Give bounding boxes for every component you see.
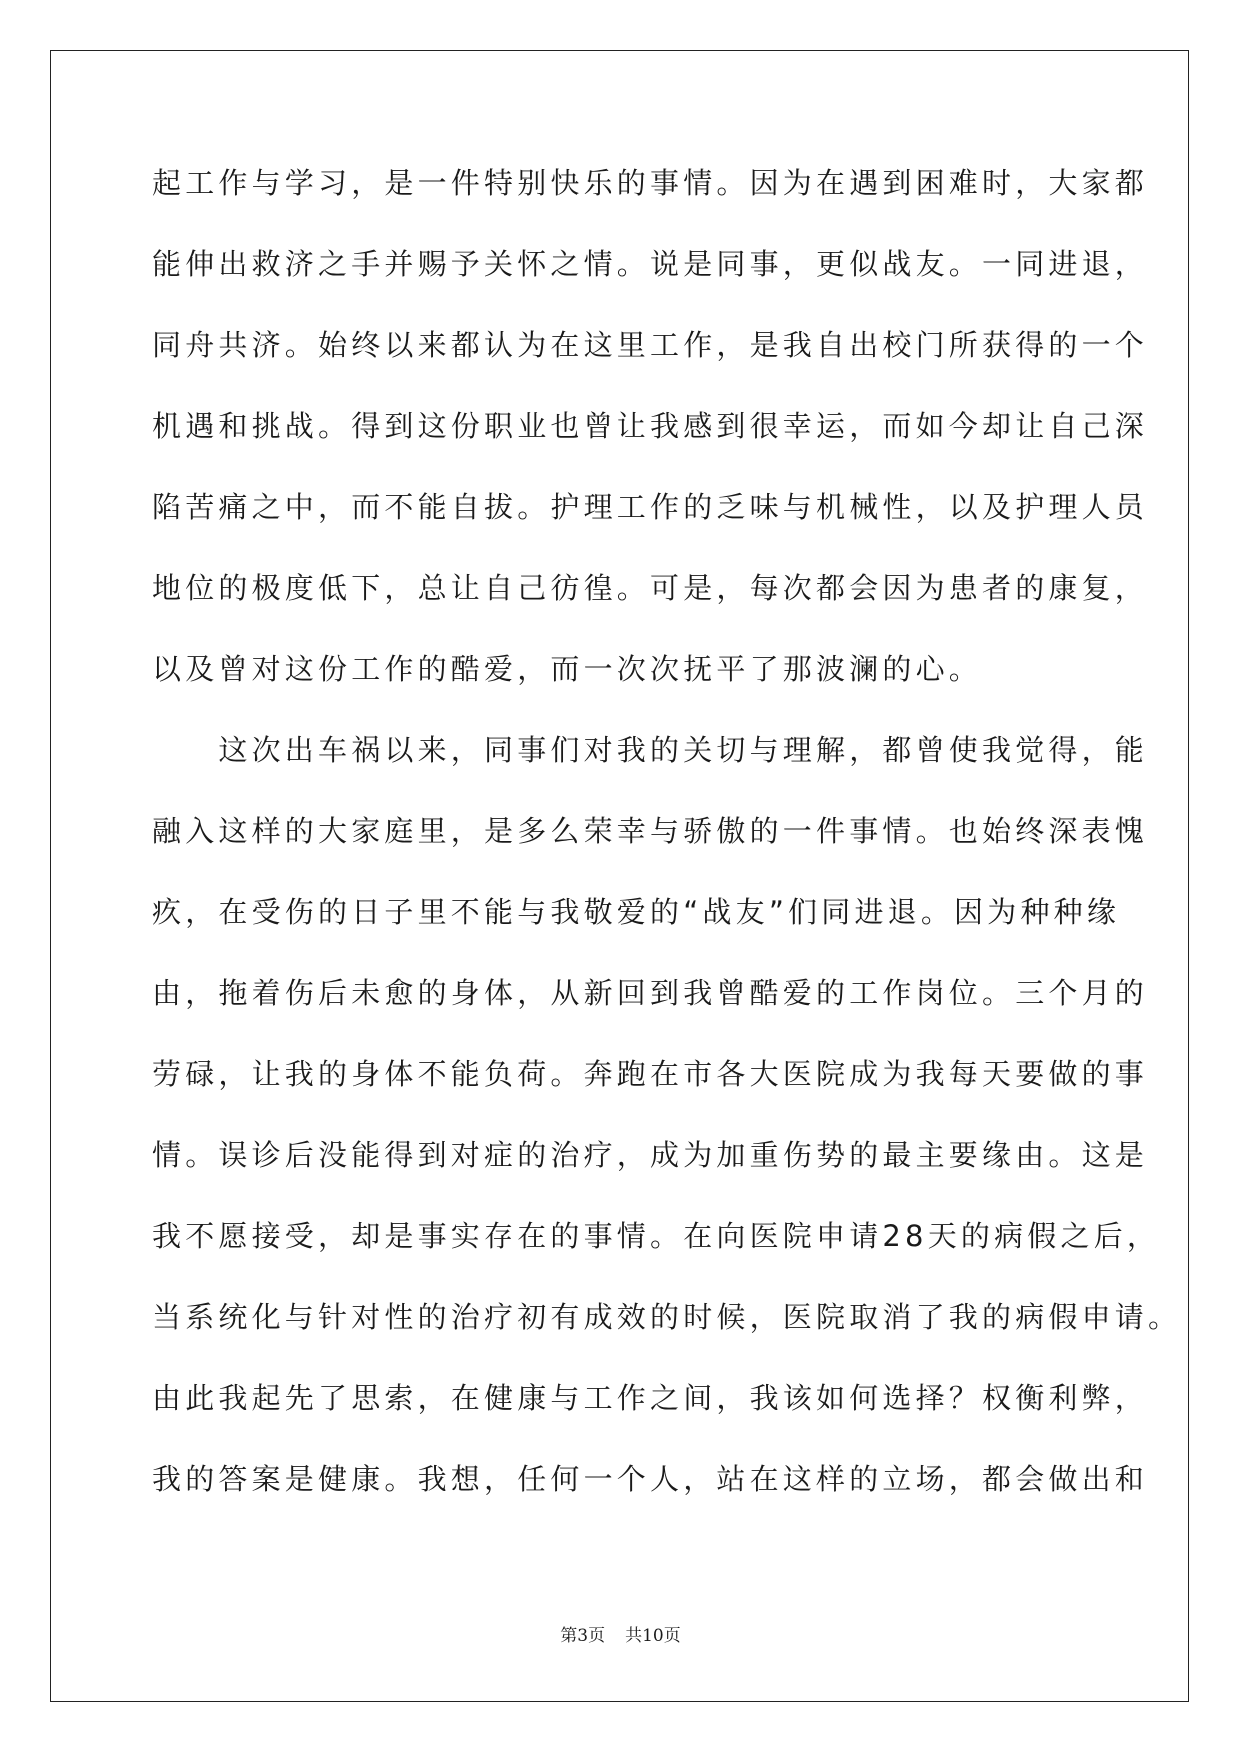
text-line: 我不愿接受，却是事实存在的事情。在向医院申请28天的病假之后， bbox=[152, 1219, 1161, 1253]
text-line: 情。误诊后没能得到对症的治疗，成为加重伤势的最主要缘由。这是 bbox=[152, 1138, 1149, 1172]
text-line: 能伸出救济之手并赐予关怀之情。说是同事，更似战友。一同进退， bbox=[152, 247, 1149, 281]
text-line: 由此我起先了思索，在健康与工作之间，我该如何选择？权衡利弊， bbox=[152, 1381, 1149, 1415]
text-line: 劳碌，让我的身体不能负荷。奔跑在市各大医院成为我每天要做的事 bbox=[152, 1057, 1149, 1091]
text-line: 地位的极度低下，总让自己彷徨。可是，每次都会因为患者的康复， bbox=[152, 571, 1149, 605]
text-line: 机遇和挑战。得到这份职业也曾让我感到很幸运，而如今却让自己深 bbox=[152, 409, 1149, 443]
text-line: 融入这样的大家庭里，是多么荣幸与骄傲的一件事情。也始终深表愧 bbox=[152, 814, 1149, 848]
text-line: 由，拖着伤后未愈的身体，从新回到我曾酷爱的工作岗位。三个月的 bbox=[152, 976, 1149, 1010]
page-footer bbox=[0, 1621, 1241, 1646]
page-number: 第3页 bbox=[560, 1626, 606, 1646]
text-line: 以及曾对这份工作的酷爱，而一次次抚平了那波澜的心。 bbox=[152, 652, 983, 686]
text-line: 起工作与学习，是一件特别快乐的事情。因为在遇到困难时，大家都 bbox=[152, 166, 1149, 200]
page-total: 共10页 bbox=[625, 1626, 681, 1646]
text-line: 疚，在受伤的日子里不能与我敬爱的“战友”们同进退。因为种种缘 bbox=[152, 895, 1121, 929]
text-line: 我的答案是健康。我想，任何一个人，站在这样的立场，都会做出和 bbox=[152, 1462, 1149, 1496]
text-line: 这次出车祸以来，同事们对我的关切与理解，都曾使我觉得，能 bbox=[152, 733, 1149, 767]
text-line: 陷苦痛之中，而不能自拔。护理工作的乏味与机械性，以及护理人员 bbox=[152, 490, 1149, 524]
text-line: 同舟共济。始终以来都认为在这里工作，是我自出校门所获得的一个 bbox=[152, 328, 1149, 362]
text-line: 当系统化与针对性的治疗初有成效的时候，医院取消了我的病假申请。 bbox=[152, 1300, 1182, 1334]
document-body bbox=[152, 163, 1182, 1540]
